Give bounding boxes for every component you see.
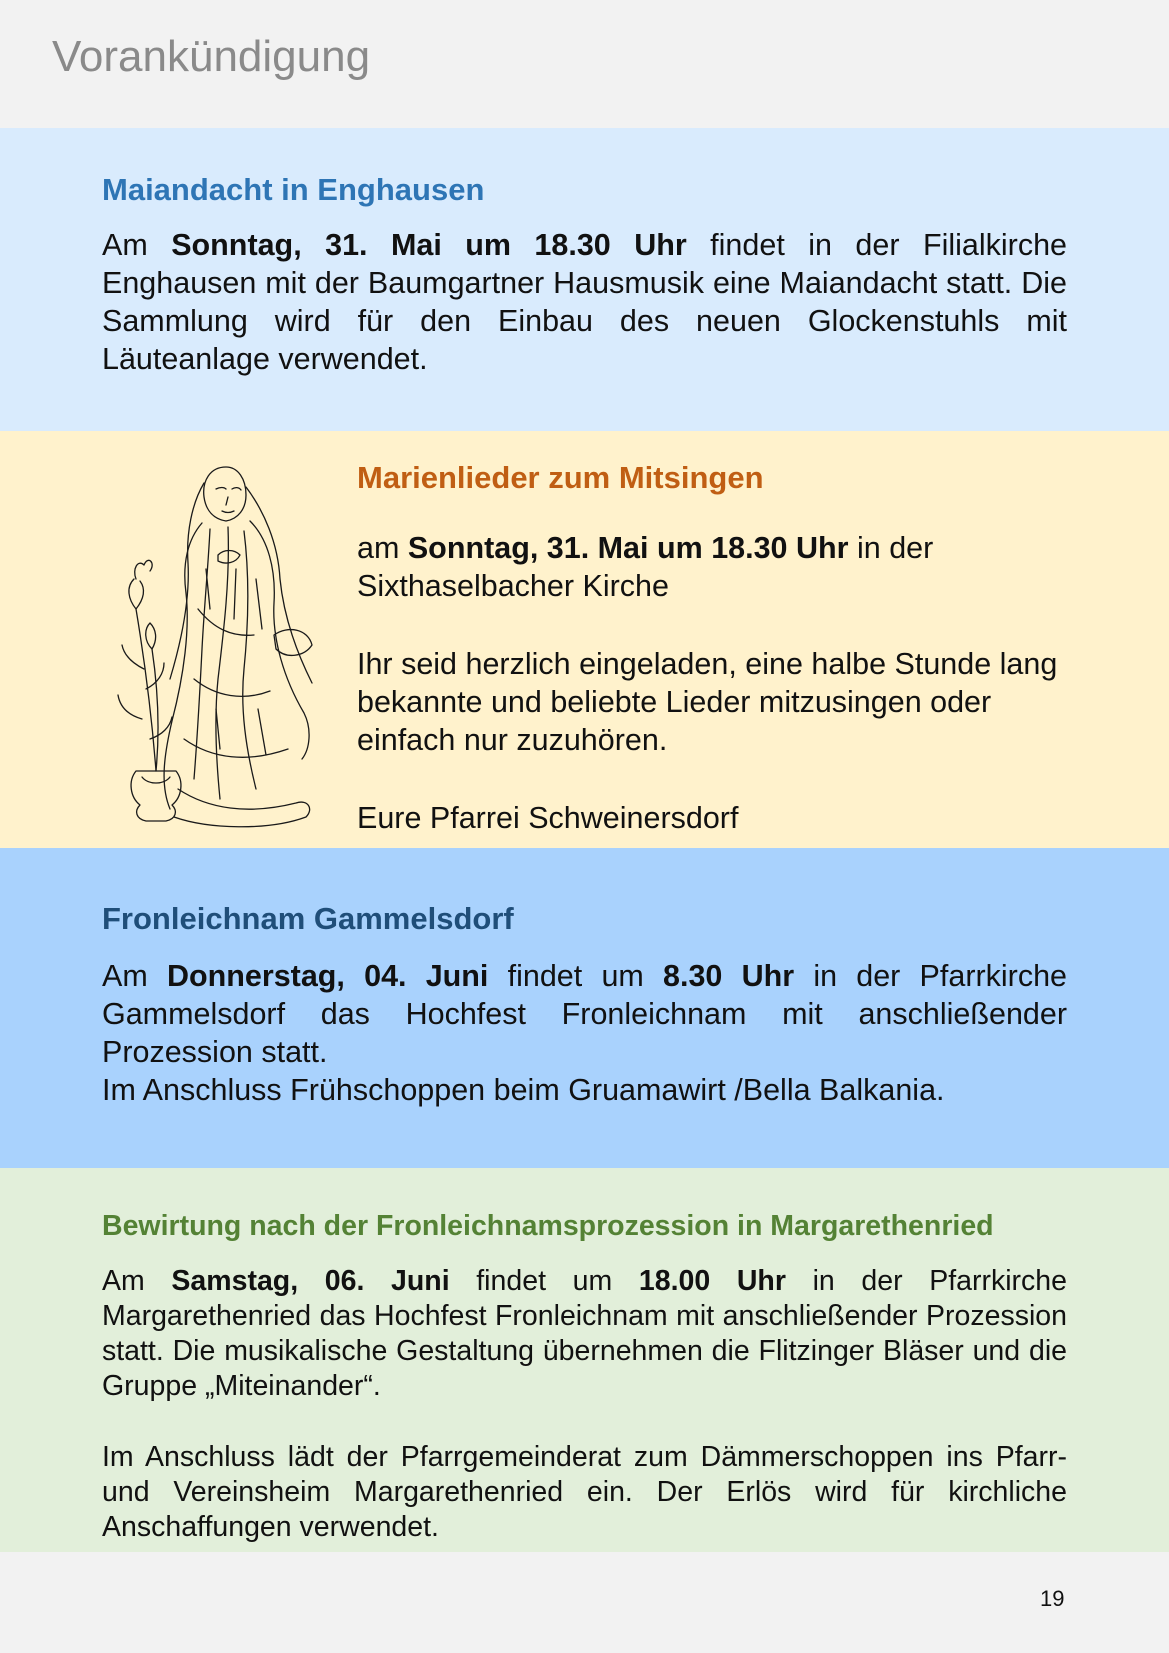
body-text: in der Pfarrkirche Gammelsdorf das Hochfest Fronleichnam mit anschließender Prozession statt. [102, 959, 1067, 1069]
intro-text: am [357, 531, 408, 565]
invitation-text: Ihr seid herzlich eingeladen, eine halbe Stunde lang bekannte und beliebte Lieder mitzusingen oder einfach nur zuzuhören. [357, 647, 1058, 757]
section-title: Fronleichnam Gammelsdorf [102, 901, 514, 936]
event-date: Sonntag, 31. Mai um 18.30 Uhr [407, 531, 849, 565]
page-number: 19 [1040, 1586, 1065, 1611]
section-marienlieder [0, 431, 1169, 848]
section-fronleichnam-gammelsdorf [0, 848, 1169, 1168]
section-title: Marienlieder zum Mitsingen [357, 460, 764, 495]
event-date: Sonntag, 31. Mai um 18.30 Uhr [171, 228, 687, 262]
section-maiandacht [0, 128, 1169, 431]
intro-text: Am [102, 959, 167, 993]
body-text: findet um [488, 959, 664, 993]
page-title: Vorankündigung [52, 32, 371, 81]
signature-text: Eure Pfarrei Schweinersdorf [357, 801, 739, 835]
location-text: in der Sixthaselbacher Kirche [357, 531, 934, 603]
event-time: 18.00 Uhr [638, 1265, 786, 1297]
intro-text: Am [102, 1265, 172, 1297]
event-date: Donnerstag, 04. Juni [166, 959, 489, 993]
section-body [102, 957, 1067, 1109]
section-title: Bewirtung nach der Fronleichnamsprozession in Margarethenried [102, 1210, 994, 1242]
body-text: findet in der Filialkirche Enghausen mit der Baumgartner Hausmusik eine Maiandacht statt. Die Sammlung wird für den Einbau des neuen Glockenstuhls mit Läuteanlage verwendet. [102, 228, 1067, 376]
followup-text: Im Anschluss Frühschoppen beim Gruamawirt /Bella Balkania. [102, 1073, 945, 1107]
section-body [102, 226, 1067, 378]
followup-text: Im Anschluss lädt der Pfarrgemeinderat zum Dämmerschoppen ins Pfarr- und Vereinsheim Margarethenried ein. Der Erlös wird für kirchliche Anschaffungen verwendet. [102, 1441, 1067, 1543]
body-text: in der Pfarrkirche Margarethenried das Hochfest Fronleichnam mit anschließender Prozession statt. Die musikalische Gestaltung übernehmen die Flitzinger Bläser und die Gruppe „Miteinander“. [102, 1265, 1068, 1402]
section-title: Maiandacht in Enghausen [102, 172, 485, 207]
event-time: 8.30 Uhr [663, 959, 795, 993]
section-body [357, 529, 1077, 605]
event-date: Samstag, 06. Juni [171, 1265, 450, 1297]
madonna-engraving-icon [98, 459, 332, 831]
section-bewirtung-margarethenried [0, 1168, 1169, 1552]
intro-text: Am [102, 228, 172, 262]
body-text: findet um [449, 1265, 639, 1297]
section-body [102, 1264, 1067, 1404]
page-header [0, 0, 1169, 128]
